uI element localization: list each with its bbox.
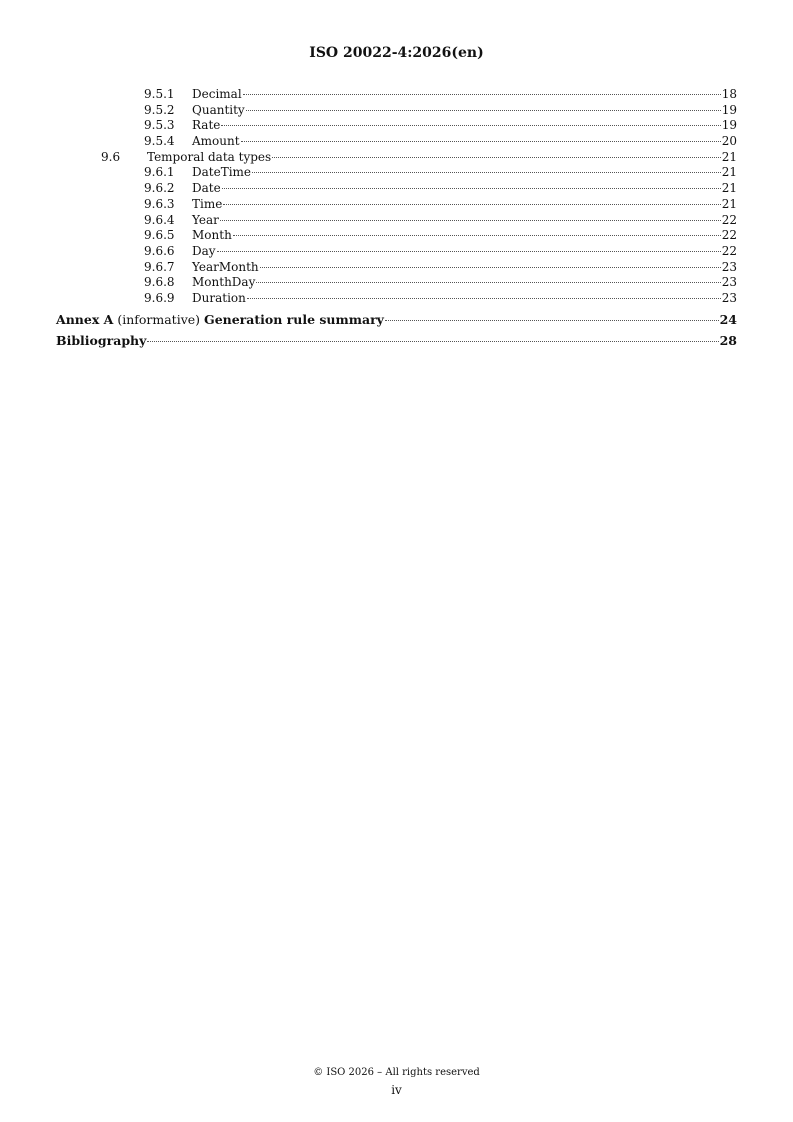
dot-leader (243, 94, 721, 95)
dot-leader (222, 188, 721, 189)
dot-leader (221, 125, 720, 126)
toc-entry-title: Time (192, 196, 223, 211)
toc-entry-page: 22 (721, 212, 737, 227)
toc-entry[interactable] (56, 260, 737, 276)
dot-leader (252, 172, 721, 173)
toc-entry-title: MonthDay (192, 275, 256, 290)
table-of-contents (56, 87, 737, 351)
dot-leader (247, 298, 721, 299)
toc-entry[interactable] (56, 103, 737, 119)
toc-entry-title: Rate (192, 118, 221, 133)
toc-entry-number: 9.5.3 (144, 118, 175, 133)
toc-entry-title: Duration (192, 290, 246, 305)
toc-entry-number: 9.5.2 (144, 102, 175, 117)
toc-entry-number: 9.6.9 (144, 290, 175, 305)
toc-entry-title: Date (192, 181, 221, 196)
toc-entry[interactable] (56, 87, 737, 103)
toc-entry-title: Quantity (192, 102, 245, 117)
toc-entry-number: 9.6.3 (144, 196, 175, 211)
annex-label: Annex A (56, 311, 114, 327)
toc-entry-title: YearMonth (192, 259, 259, 274)
toc-entry-number: 9.6 (101, 149, 121, 164)
toc-entry-number: 9.6.5 (144, 228, 175, 243)
toc-entry[interactable] (56, 213, 737, 229)
toc-entry-page: 21 (721, 196, 737, 211)
toc-entry[interactable] (56, 244, 737, 260)
toc-entry[interactable] (56, 291, 737, 307)
toc-entry-page: 22 (721, 243, 737, 258)
toc-entry-page: 23 (721, 290, 737, 305)
toc-entry-number: 9.6.2 (144, 181, 175, 196)
annex-qualifier: (informative) (113, 311, 205, 327)
toc-entry-number: 9.5.4 (144, 134, 175, 149)
dot-leader (217, 251, 721, 252)
toc-entry-page: 24 (719, 311, 737, 327)
dot-leader (246, 110, 721, 111)
dot-leader (385, 320, 719, 321)
toc-entry-title: Month (192, 228, 232, 243)
toc-entry-annex[interactable] (56, 309, 737, 330)
toc-entry-title: Temporal data types (147, 149, 272, 164)
toc-entry-page: 22 (721, 228, 737, 243)
toc-entry[interactable] (56, 228, 737, 244)
dot-leader (223, 204, 720, 205)
document-header: ISO 20022-4:2026(en) (309, 45, 484, 61)
dot-leader (241, 141, 721, 142)
bibliography-title: Bibliography (56, 332, 147, 348)
toc-entry-bibliography[interactable] (56, 330, 737, 351)
toc-entry-page: 19 (721, 118, 737, 133)
toc-entry-page: 23 (721, 275, 737, 290)
toc-entry-title: DateTime (192, 165, 252, 180)
toc-entry[interactable] (56, 165, 737, 181)
toc-entry-page: 28 (719, 332, 737, 348)
toc-entry-page: 23 (721, 259, 737, 274)
annex-title: Generation rule summary (204, 311, 384, 327)
toc-entry-number: 9.6.6 (144, 243, 175, 258)
toc-entry-number: 9.6.4 (144, 212, 175, 227)
toc-entry-title: Decimal (192, 87, 242, 101)
toc-entry-page: 21 (721, 149, 737, 164)
dot-leader (147, 341, 718, 342)
toc-entry-page: 21 (721, 181, 737, 196)
dot-leader (272, 157, 721, 158)
toc-entry[interactable] (56, 150, 737, 166)
dot-leader (260, 267, 721, 268)
toc-entry[interactable] (56, 275, 737, 291)
annex-heading (56, 309, 384, 330)
dot-leader (233, 235, 721, 236)
toc-entry-number: 9.6.8 (144, 275, 175, 290)
toc-entry-title: Amount (192, 134, 240, 149)
toc-entry[interactable] (56, 134, 737, 150)
dot-leader (220, 220, 721, 221)
toc-entry-page: 21 (721, 165, 737, 180)
toc-entry[interactable] (56, 197, 737, 213)
toc-entry-title: Day (192, 243, 216, 258)
toc-entry-number: 9.5.1 (144, 87, 175, 101)
dot-leader (256, 282, 720, 283)
toc-entry-title: Year (192, 212, 219, 227)
toc-entry-page: 19 (721, 102, 737, 117)
toc-entry[interactable] (56, 118, 737, 134)
toc-entry[interactable] (56, 181, 737, 197)
toc-entry-page: 20 (721, 134, 737, 149)
toc-entry-number: 9.6.7 (144, 259, 175, 274)
toc-entry-page: 18 (721, 87, 737, 101)
copyright-notice: © ISO 2026 – All rights reserved (313, 1067, 480, 1078)
page-number: iv (391, 1083, 402, 1097)
toc-entry-number: 9.6.1 (144, 165, 175, 180)
